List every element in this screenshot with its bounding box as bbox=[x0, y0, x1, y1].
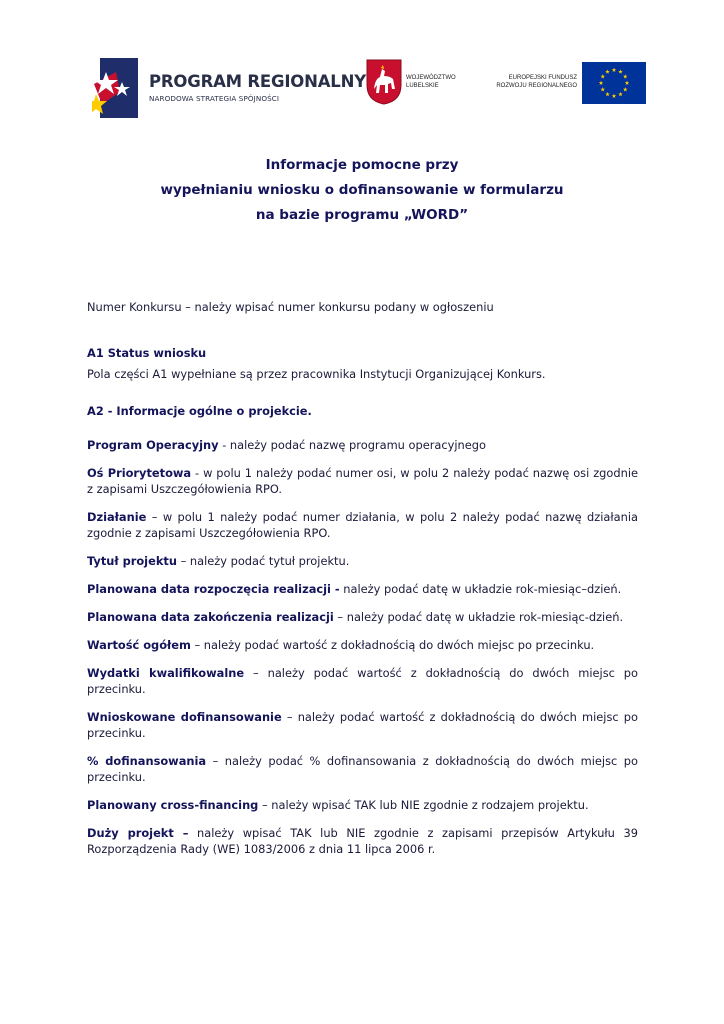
field-label: Planowany cross-financing bbox=[87, 798, 259, 812]
field-program-operacyjny bbox=[87, 437, 638, 453]
eu-fund-label bbox=[496, 74, 577, 90]
field-description: – należy podać wartość z dokładnością do dwóch miejsc po przecinku. bbox=[87, 710, 639, 740]
document-body bbox=[87, 299, 638, 857]
lubelskie-crest-icon bbox=[366, 59, 402, 105]
title-line-2: wypełnianiu wniosku o dofinansowanie w formularzu bbox=[160, 182, 564, 198]
field-description: należy wpisać TAK lub NIE zgodnie z zapisami przepisów Artykułu 39 Rozporządzenia Rady (WE) 1083/2006 z dnia 11 lipca 2006 r. bbox=[87, 826, 638, 856]
field-label: Oś Priorytetowa bbox=[87, 466, 192, 480]
field-description: – należy podać % dofinansowania z dokładnością do dwóch miejsc po przecinku. bbox=[87, 754, 638, 784]
title-line-1: Informacje pomocne przy bbox=[265, 157, 459, 173]
field-label: Tytuł projektu bbox=[87, 554, 177, 568]
program-regionalny-wordmark bbox=[149, 72, 366, 103]
field-duzy-projekt bbox=[87, 825, 638, 857]
field-description: – należy wpisać TAK lub NIE zgodnie z rodzajem projektu. bbox=[258, 798, 589, 812]
program-subtitle: NARODOWA STRATEGIA SPÓJNOŚCI bbox=[149, 94, 280, 103]
section-a2-heading: A2 - Informacje ogólne o projekcie. bbox=[87, 404, 312, 418]
program-regionalny-logo-icon bbox=[92, 54, 142, 122]
field-description: – w polu 1 należy podać numer działania, w polu 2 należy podać nazwę działania zgodnie z zapisami Uszczegółowienia RPO. bbox=[87, 510, 638, 540]
field-label: Wnioskowane dofinansowanie bbox=[87, 710, 282, 724]
field-label: Planowana data zakończenia realizacji bbox=[87, 610, 334, 624]
field-description: – należy podać tytuł projektu. bbox=[176, 554, 350, 568]
field-procent-dofinansowania bbox=[87, 753, 638, 785]
eu-fund-line2: ROZWOJU REGIONALNEGO bbox=[496, 83, 577, 89]
page-header bbox=[0, 48, 724, 128]
intro-paragraph: Numer Konkursu – należy wpisać numer konkursu podany w ogłoszeniu bbox=[87, 300, 494, 314]
field-os-priorytetowa bbox=[87, 465, 638, 497]
field-description: – należy podać wartość z dokładnością do dwóch miejsc po przecinku. bbox=[190, 638, 595, 652]
eu-flag-icon bbox=[582, 62, 646, 104]
field-label: Duży projekt – bbox=[87, 826, 189, 840]
field-description: – należy podać datę w układzie rok-miesiąc-dzień. bbox=[333, 610, 624, 624]
program-title: PROGRAM REGIONALNY bbox=[149, 72, 366, 91]
field-tytul-projektu bbox=[87, 553, 638, 569]
voivodeship-line1: WOJEWÓDZTWO bbox=[406, 75, 456, 81]
field-label: % dofinansowania bbox=[87, 754, 207, 768]
field-label: Program Operacyjny bbox=[87, 438, 219, 452]
field-dzialanie bbox=[87, 509, 638, 541]
section-a1-text: Pola części A1 wypełniane są przez pracownika Instytucji Organizującej Konkurs. bbox=[87, 367, 546, 381]
section-a1-heading: A1 Status wniosku bbox=[87, 346, 207, 360]
field-label: Wydatki kwalifikowalne bbox=[87, 666, 245, 680]
voivodeship-label bbox=[406, 74, 456, 90]
field-wartosc-ogolem bbox=[87, 637, 638, 653]
field-label: Wartość ogółem bbox=[87, 638, 191, 652]
document-title bbox=[0, 153, 724, 228]
field-description: - w polu 1 należy podać numer osi, w polu 2 należy podać nazwę osi zgodnie z zapisami Uszczegółowienia RPO. bbox=[87, 466, 638, 496]
field-label: Działanie bbox=[87, 510, 147, 524]
field-description: należy podać datę w układzie rok-miesiąc–dzień. bbox=[339, 582, 622, 596]
title-line-3: na bazie programu „WORD” bbox=[255, 207, 469, 223]
field-data-rozpoczecia bbox=[87, 581, 638, 597]
field-cross-financing bbox=[87, 797, 638, 813]
eu-fund-line1: EUROPEJSKI FUNDUSZ bbox=[508, 75, 577, 81]
field-description: - należy podać nazwę programu operacyjnego bbox=[218, 438, 486, 452]
field-wnioskowane-dofinansowanie bbox=[87, 709, 638, 741]
voivodeship-line2: LUBELSKIE bbox=[406, 83, 439, 89]
field-data-zakonczenia bbox=[87, 609, 638, 625]
field-description: – należy podać wartość z dokładnością do dwóch miejsc po przecinku. bbox=[87, 666, 638, 696]
field-wydatki-kwalifikowalne bbox=[87, 665, 638, 697]
field-label: Planowana data rozpoczęcia realizacji - bbox=[87, 582, 340, 596]
